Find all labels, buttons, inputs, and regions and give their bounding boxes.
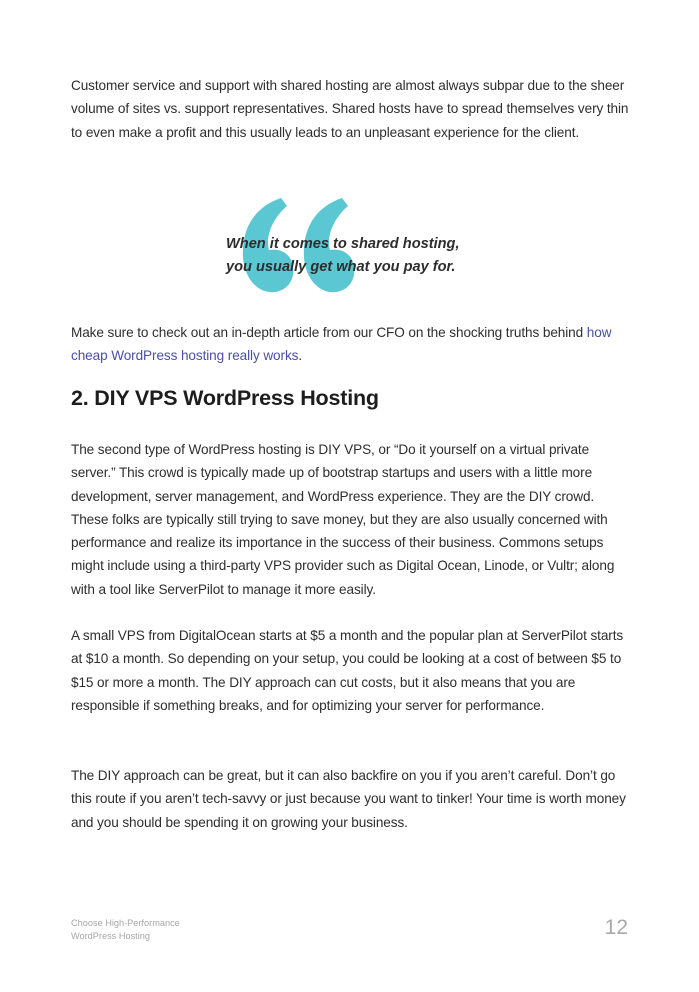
paragraph-diy-vps-intro: The second type of WordPress hosting is DIY VPS, or “Do it yourself on a virtual private server.” This crowd is typically made up of bootstrap startups and users with a little more development, server management, and WordPress experience. They are the DIY crowd. These folks are typically still trying to save money, but they are also usually concerned with performance and realize its importance in the success of their business. Commons setups might include using a third-party VPS provider such as Digital Ocean, Linode, or Vultr; along with a tool like ServerPilot to manage it more easily. — [71, 442, 615, 597]
footer-title-line-1: Choose High-Performance — [71, 918, 180, 928]
pull-quote-line-1: When it comes to shared hosting, — [226, 236, 460, 252]
paragraph-cfo-article-text: Make sure to check out an in-depth article from our CFO on the shocking truths behind — [71, 325, 587, 340]
paragraph-vps-pricing: A small VPS from DigitalOcean starts at $5 a month and the popular plan at ServerPilot starts at $10 a month. So depending on your setup, you could be looking at a cost of between $5 to $15 or more a month. The DIY approach can cut costs, but it also means that you are responsible if something breaks, and for optimizing your server for performance. — [71, 628, 624, 713]
paragraph-cfo-article — [71, 321, 631, 368]
footer-document-title — [71, 917, 180, 943]
section-heading-diy-vps: 2. DIY VPS WordPress Hosting — [71, 386, 379, 410]
cheap-hosting-article-link[interactable]: how cheap WordPress hosting really works — [71, 325, 612, 364]
paragraph-shared-hosting-support: Customer service and support with shared hosting are almost always subpar due to the sheer volume of sites vs. support representatives. Shared hosts have to spread themselves very thin to even make a profit and this usually leads to an unpleasant experience for the client. — [71, 78, 629, 140]
paragraph-diy-warning: The DIY approach can be great, but it can also backfire on you if you aren’t careful. Don’t go this route if you aren’t tech-savvy or just because you want to tinker! Your time is worth money and you should be spending it on growing your business. — [71, 768, 626, 830]
footer-title-line-2: WordPress Hosting — [71, 931, 150, 941]
paragraph-cfo-article-end: . — [298, 348, 303, 364]
page-number: 12 — [604, 916, 628, 939]
pull-quote-line-2: you usually get what you pay for. — [226, 259, 456, 275]
pull-quote — [226, 233, 486, 279]
